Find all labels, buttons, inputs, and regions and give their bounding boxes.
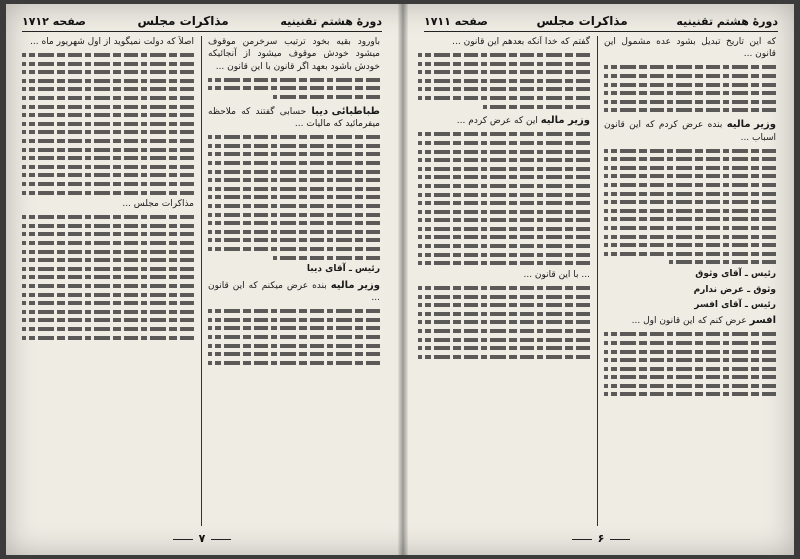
paragraph: بنده عرض میکنم که این قانون ... bbox=[208, 280, 380, 304]
text-line bbox=[604, 83, 776, 87]
speaker-heading: وزیر مالیه bbox=[330, 279, 380, 291]
text-line bbox=[604, 192, 776, 196]
text-line bbox=[418, 210, 590, 214]
text-line bbox=[22, 267, 194, 271]
text-line bbox=[418, 167, 590, 171]
text-line bbox=[208, 187, 380, 191]
text-line bbox=[418, 79, 590, 83]
text-line bbox=[22, 250, 194, 254]
text-line bbox=[208, 318, 380, 322]
text-line bbox=[208, 135, 380, 139]
speaker-heading: وزیر مالیه bbox=[540, 115, 590, 127]
text-line bbox=[604, 100, 776, 104]
text-line bbox=[22, 96, 194, 100]
text-line bbox=[22, 241, 194, 245]
text-line bbox=[418, 286, 590, 290]
right-page-column-left bbox=[418, 36, 590, 526]
text-line bbox=[22, 105, 194, 109]
text-line bbox=[418, 96, 590, 100]
text-line bbox=[604, 65, 776, 69]
text-line bbox=[604, 174, 776, 178]
text-line bbox=[418, 235, 590, 239]
text-line bbox=[604, 332, 776, 336]
text-line bbox=[22, 139, 194, 143]
text-line bbox=[418, 253, 590, 257]
text-line bbox=[208, 344, 380, 348]
paragraph: باورود بقیه بخود ترتیب سرخرمن موقوف میشود خودش موقوف میشود از آنجائیکه خودش باشود بعهد اگر قانون با این قانون ... bbox=[208, 37, 380, 72]
text-line bbox=[604, 358, 776, 362]
text-line bbox=[208, 326, 380, 330]
text-line bbox=[418, 62, 590, 66]
paragraph: عرض کنم که این قانون اول ... bbox=[631, 316, 747, 327]
text-line bbox=[22, 258, 194, 262]
text-line bbox=[418, 320, 590, 324]
text-line bbox=[22, 215, 194, 219]
text-line bbox=[604, 74, 776, 78]
left-page bbox=[6, 4, 398, 555]
right-header-title: مذاکرات مجلس bbox=[536, 14, 628, 28]
text-line bbox=[418, 53, 590, 57]
text-line bbox=[418, 346, 590, 350]
book-gutter bbox=[398, 4, 408, 555]
text-line bbox=[22, 232, 194, 236]
text-line bbox=[22, 62, 194, 66]
text-line bbox=[604, 183, 776, 187]
text-line bbox=[418, 158, 590, 162]
text-line bbox=[22, 70, 194, 74]
text-line bbox=[208, 152, 380, 156]
text-line bbox=[208, 238, 380, 242]
text-line bbox=[273, 256, 380, 260]
text-line bbox=[418, 70, 590, 74]
right-page-column-right bbox=[604, 36, 776, 526]
speaker-line: وثوق ـ عرض ندارم bbox=[693, 284, 776, 295]
text-line bbox=[22, 327, 194, 331]
text-line bbox=[22, 165, 194, 169]
text-line bbox=[22, 293, 194, 297]
text-line bbox=[604, 226, 776, 230]
text-line bbox=[22, 53, 194, 57]
text-line bbox=[208, 213, 380, 217]
text-line bbox=[604, 209, 776, 213]
text-line bbox=[208, 352, 380, 356]
text-line bbox=[208, 86, 380, 90]
paragraph: این که عرض کردم ... bbox=[456, 116, 538, 127]
text-line bbox=[208, 78, 380, 82]
text-line bbox=[604, 384, 776, 388]
text-line bbox=[22, 173, 194, 177]
paragraph: اصلاً که دولت نمیگوید از اول شهریور ماه ... bbox=[30, 37, 194, 47]
text-line bbox=[22, 156, 194, 160]
text-line bbox=[22, 113, 194, 117]
right-session-label: دورهٔ هشتم تقنینیه bbox=[676, 14, 778, 28]
paragraph: مذاکرات مجلس ... bbox=[122, 199, 194, 210]
text-line bbox=[208, 361, 380, 365]
left-page-header bbox=[22, 12, 382, 30]
text-line bbox=[22, 336, 194, 340]
text-line bbox=[604, 217, 776, 221]
text-line bbox=[22, 79, 194, 83]
text-line bbox=[418, 338, 590, 342]
text-line bbox=[22, 87, 194, 91]
left-header-title: مذاکرات مجلس bbox=[137, 14, 229, 28]
text-line bbox=[604, 108, 776, 112]
text-line bbox=[208, 335, 380, 339]
text-line bbox=[418, 201, 590, 205]
text-line bbox=[22, 224, 194, 228]
right-page bbox=[408, 4, 794, 555]
text-line bbox=[418, 329, 590, 333]
text-line bbox=[418, 227, 590, 231]
paragraph: گفتم که خدا آنکه بعدهم این قانون ... bbox=[452, 37, 590, 47]
text-line bbox=[418, 132, 590, 136]
text-line bbox=[604, 252, 776, 256]
speaker-heading: وزیر مالیه bbox=[726, 119, 776, 131]
text-line bbox=[22, 191, 194, 195]
left-page-column-left bbox=[22, 36, 194, 526]
text-line bbox=[604, 200, 776, 204]
right-page-footer bbox=[408, 532, 794, 545]
paragraph: بنده عرض کردم که این قانون اسباب ... bbox=[604, 120, 776, 143]
text-line bbox=[604, 149, 776, 153]
text-line bbox=[22, 318, 194, 322]
text-line bbox=[604, 341, 776, 345]
text-line bbox=[483, 105, 590, 109]
left-page-number: ۷ bbox=[198, 532, 206, 545]
text-line bbox=[22, 284, 194, 288]
text-line bbox=[604, 350, 776, 354]
speaker-heading: افسر bbox=[749, 315, 776, 327]
left-page-footer bbox=[6, 532, 398, 545]
text-line bbox=[273, 95, 380, 99]
text-line bbox=[418, 218, 590, 222]
text-line bbox=[208, 144, 380, 148]
text-line bbox=[418, 141, 590, 145]
left-header-rule bbox=[22, 31, 382, 32]
text-line bbox=[208, 309, 380, 313]
text-line bbox=[208, 161, 380, 165]
text-line bbox=[604, 157, 776, 161]
text-line bbox=[604, 166, 776, 170]
text-line bbox=[604, 367, 776, 371]
text-line bbox=[418, 193, 590, 197]
text-line bbox=[418, 355, 590, 359]
text-line bbox=[208, 247, 380, 251]
text-line bbox=[418, 184, 590, 188]
text-line bbox=[418, 244, 590, 248]
speaker-line: رئیس ـ آقای دیبا bbox=[306, 264, 380, 275]
text-line bbox=[418, 175, 590, 179]
text-line bbox=[604, 243, 776, 247]
right-page-header bbox=[424, 12, 778, 30]
left-session-label: دورهٔ هشتم تقنینیه bbox=[280, 14, 382, 28]
text-line bbox=[418, 87, 590, 91]
text-line bbox=[604, 392, 776, 396]
text-line bbox=[22, 130, 194, 134]
text-line bbox=[418, 312, 590, 316]
text-line bbox=[208, 204, 380, 208]
text-line bbox=[208, 195, 380, 199]
text-line bbox=[669, 260, 776, 264]
left-page-number-label: صفحه ۱۷۱۲ bbox=[22, 14, 86, 28]
text-line bbox=[208, 178, 380, 182]
text-line bbox=[604, 375, 776, 379]
right-header-rule bbox=[424, 31, 778, 32]
right-page-number: ۶ bbox=[597, 532, 605, 545]
text-line bbox=[604, 235, 776, 239]
text-line bbox=[22, 122, 194, 126]
left-page-column-right bbox=[208, 36, 380, 526]
left-column-divider bbox=[201, 36, 202, 526]
text-line bbox=[208, 221, 380, 225]
speaker-line: رئیس ـ آقای افسر bbox=[694, 299, 776, 310]
text-line bbox=[22, 310, 194, 314]
speaker-heading: طباطبائی دیبا bbox=[311, 105, 380, 117]
paragraph: ... با این قانون ... bbox=[523, 270, 590, 281]
right-page-number-label: صفحه ۱۷۱۱ bbox=[424, 14, 488, 28]
text-line bbox=[604, 91, 776, 95]
speaker-line: رئیس ـ آقای وثوق bbox=[695, 269, 776, 280]
text-line bbox=[208, 230, 380, 234]
text-line bbox=[22, 182, 194, 186]
text-line bbox=[22, 148, 194, 152]
book-spread bbox=[6, 4, 794, 555]
text-line bbox=[22, 301, 194, 305]
text-line bbox=[418, 295, 590, 299]
text-line bbox=[418, 261, 590, 265]
paragraph: که این تاریخ تبدیل بشود عده مشمول این قانون ... bbox=[604, 37, 776, 60]
text-line bbox=[418, 303, 590, 307]
text-line bbox=[22, 275, 194, 279]
paragraph: حسابی گفتند که ملاحظه میفرمائید که مالیات ... bbox=[208, 106, 380, 130]
right-column-divider bbox=[597, 36, 598, 526]
text-line bbox=[208, 170, 380, 174]
text-line bbox=[418, 150, 590, 154]
